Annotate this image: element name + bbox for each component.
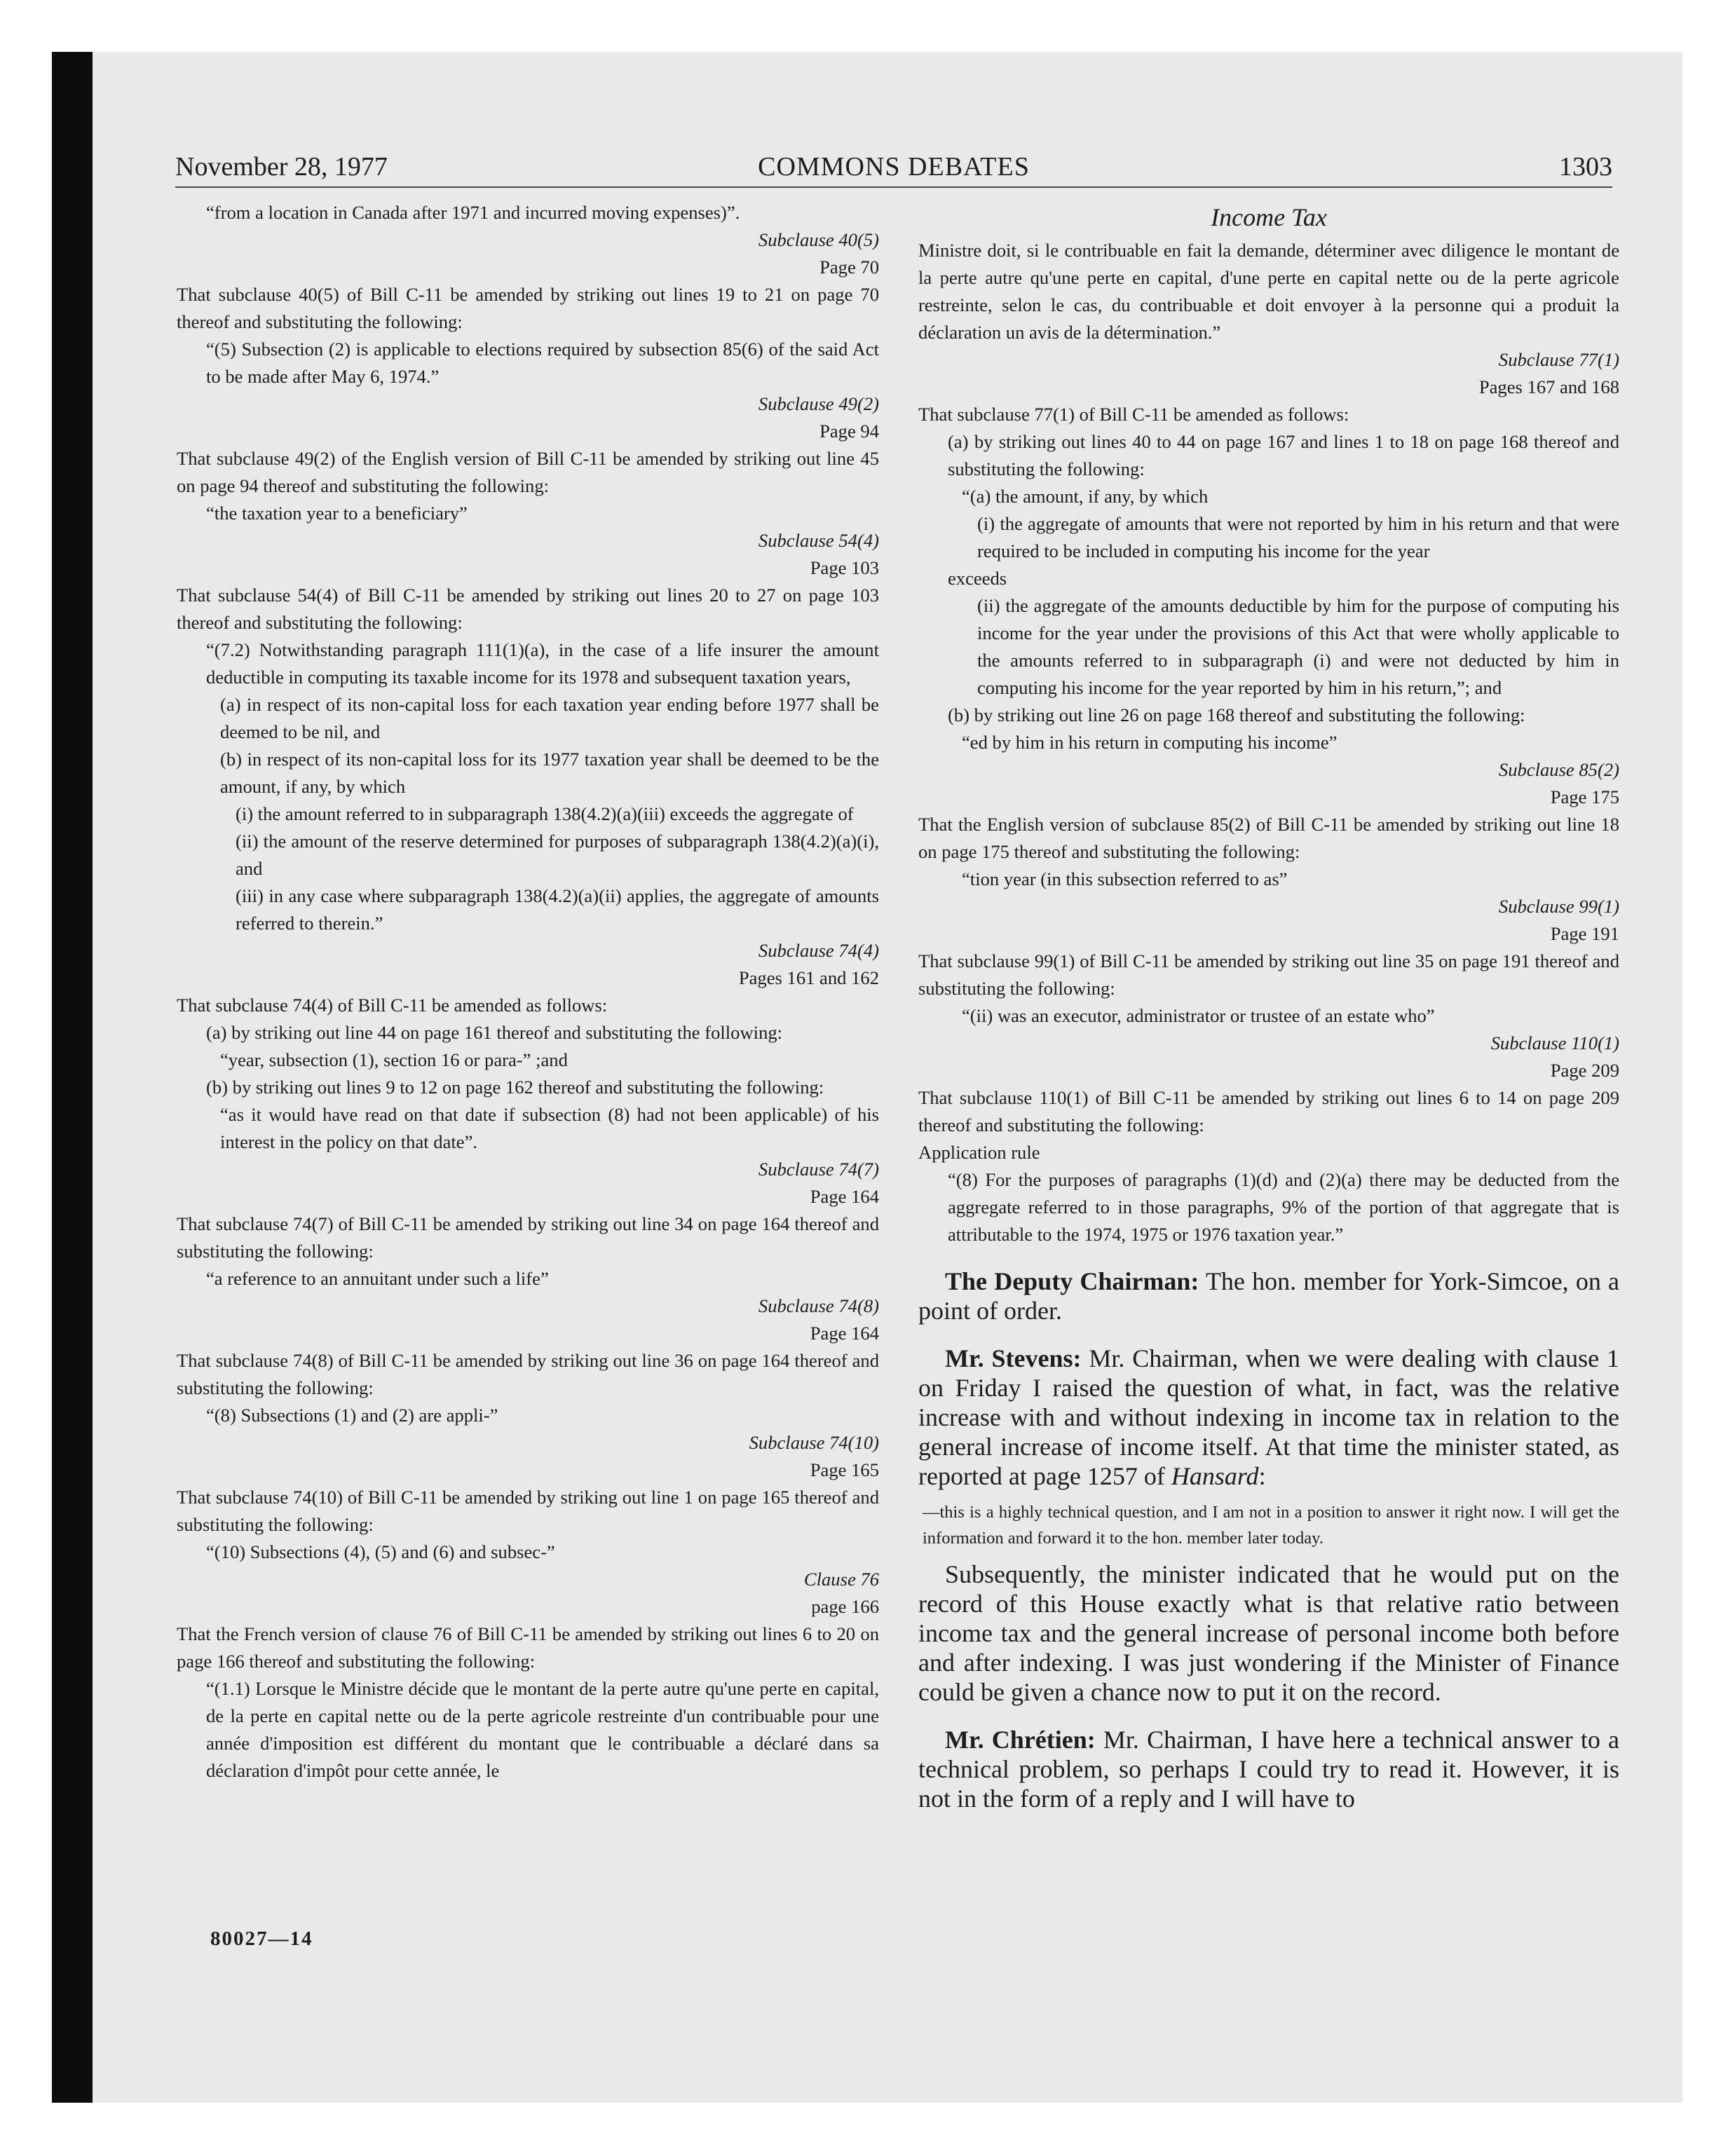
speaker-name: Mr. Stevens: bbox=[945, 1344, 1082, 1372]
paragraph: Ministre doit, si le contribuable en fait la demande, déterminer avec diligence le montant de la perte autre qu'une perte en capital, d'une perte en capital nette ou de la perte agricole restreinte, selon le cas, du contribuable et doit envoyer à la personne qui a produit la déclaration un avis de la détermination.” bbox=[918, 240, 1619, 343]
scanned-page bbox=[52, 52, 1682, 2103]
page-reference: Page 94 bbox=[819, 421, 879, 442]
amendment-subitem: (ii) the aggregate of the amounts deductible by him for the purpose of computing his income for the year under the provisions of this Act that were wholly applicable to the amounts referred to in subparagraph (i) and were not deducted by him in computing his income for the year reported by him in his return,”; and bbox=[977, 595, 1619, 698]
amendment-quote: “year, subsection (1), section 16 or para-” ;and bbox=[220, 1049, 568, 1070]
page-reference: Page 103 bbox=[810, 557, 879, 578]
page-reference: Page 165 bbox=[810, 1459, 879, 1480]
speech-text: The hon. member for York-Simcoe, on a point of order. bbox=[918, 1267, 1619, 1325]
amendment-item: (b) in respect of its non-capital loss for its 1977 taxation year shall be deemed to be the amount, if any, by which bbox=[220, 749, 879, 797]
amendment-text: That subclause 49(2) of the English version of Bill C-11 be amended by striking out line 45 on page 94 thereof and substituting the following: bbox=[177, 448, 879, 496]
page-reference: Page 191 bbox=[1550, 923, 1619, 944]
speech-deputy-chairman bbox=[918, 1267, 1619, 1325]
subclause-heading: Subclause 74(8) bbox=[758, 1295, 879, 1316]
amendment-quote: “(10) Subsections (4), (5) and (6) and subsec-” bbox=[206, 1541, 555, 1562]
amendment-text: That subclause 110(1) of Bill C-11 be amended by striking out lines 6 to 14 on page 209 thereof and substituting the following: bbox=[918, 1087, 1619, 1135]
amendment-quote: “ed by him in his return in computing his income” bbox=[962, 732, 1338, 753]
amendment-subitem: (ii) the amount of the reserve determined for purposes of subparagraph 138(4.2)(a)(i), and bbox=[236, 831, 879, 879]
amendment-quote: “(8) For the purposes of paragraphs (1)(d) and (2)(a) there may be deducted from the aggregate referred to in those paragraphs, 9% of the portion of that aggregate that is attributable to the 1974, 1975 or 1976 taxation year.” bbox=[948, 1169, 1619, 1245]
page-content bbox=[52, 52, 1682, 2103]
speech-text: Mr. Chairman, when we were dealing with clause 1 on Friday I raised the question of what, in fact, was the relative increase with and without indexing in income tax in relation to the general increase of income itself. At that time the minister stated, as reported at page 1257 of bbox=[918, 1344, 1619, 1490]
header-date: November 28, 1977 bbox=[175, 152, 388, 182]
speech-text-end: : bbox=[1258, 1462, 1266, 1490]
amendment-item: (a) in respect of its non-capital loss for each taxation year ending before 1977 shall be deemed to be nil, and bbox=[220, 694, 879, 742]
header-page-number: 1303 bbox=[1559, 152, 1612, 182]
subclause-heading: Subclause 74(7) bbox=[758, 1159, 879, 1180]
amendment-subitem: (i) the aggregate of amounts that were not reported by him in his return and that were required to be included in computing his income for the year bbox=[977, 513, 1619, 561]
page-reference: Page 164 bbox=[810, 1186, 879, 1207]
section-heading: Income Tax bbox=[1211, 203, 1327, 231]
amendment-quote: “tion year (in this subsection referred to as” bbox=[962, 868, 1288, 889]
amendment-item: (a) by striking out lines 40 to 44 on page 167 and lines 1 to 18 on page 168 thereof and substituting the following: bbox=[948, 431, 1619, 479]
page-footer-code: 80027—14 bbox=[210, 1928, 313, 1950]
hansard-quote: —this is a highly technical question, and I am not in a position to answer it right now. I will get the information and forward it to the hon. member later today. bbox=[923, 1503, 1619, 1548]
amendment-quote: “(8) Subsections (1) and (2) are appli-” bbox=[206, 1405, 498, 1426]
amendment-text: That subclause 74(7) of Bill C-11 be amended by striking out line 34 on page 164 thereof and substituting the following: bbox=[177, 1213, 879, 1262]
amendment-quote: “(7.2) Notwithstanding paragraph 111(1)(a), in the case of a life insurer the amount deductible in computing its taxable income for its 1978 and subsequent taxation years, bbox=[206, 639, 879, 688]
subclause-heading: Subclause 74(4) bbox=[758, 940, 879, 961]
header-title: COMMONS DEBATES bbox=[758, 152, 1030, 182]
amendment-subitem: (iii) in any case where subparagraph 138(4.2)(a)(ii) applies, the aggregate of amounts referred to therein.” bbox=[236, 885, 879, 934]
subclause-heading: Subclause 49(2) bbox=[758, 393, 879, 414]
amendment-text: That subclause 77(1) of Bill C-11 be amended as follows: bbox=[918, 404, 1349, 425]
amendment-quote: “(5) Subsection (2) is applicable to elections required by subsection 85(6) of the said Act to be made after May 6, 1974.” bbox=[206, 339, 879, 387]
hansard-reference: Hansard bbox=[1171, 1462, 1259, 1490]
page-reference: Page 175 bbox=[1550, 786, 1619, 807]
right-column bbox=[918, 202, 1619, 1813]
amendment-subitem: (i) the amount referred to in subparagraph 138(4.2)(a)(iii) exceeds the aggregate of bbox=[236, 803, 854, 824]
clause-heading: Clause 76 bbox=[803, 1569, 879, 1590]
speaker-name: Mr. Chrétien: bbox=[945, 1726, 1096, 1754]
amendment-quote: “as it would have read on that date if subsection (8) had not been applicable) of his interest in the policy on that date”. bbox=[220, 1104, 879, 1152]
page-header bbox=[175, 151, 1612, 188]
page-reference: Page 209 bbox=[1550, 1060, 1619, 1081]
amendment-text: That subclause 40(5) of Bill C-11 be amended by striking out lines 19 to 21 on page 70 thereof and substituting the following: bbox=[177, 284, 879, 332]
subclause-heading: Subclause 85(2) bbox=[1498, 759, 1619, 780]
amendment-text: That the French version of clause 76 of Bill C-11 be amended by striking out lines 6 to 20 on page 166 thereof and substituting the following: bbox=[177, 1623, 879, 1672]
amendment-quote: “(ii) was an executor, administrator or trustee of an estate who” bbox=[962, 1005, 1435, 1026]
amendment-quote: “(a) the amount, if any, by which bbox=[962, 486, 1209, 507]
page-reference: Page 164 bbox=[810, 1323, 879, 1344]
page-reference: Page 70 bbox=[819, 257, 879, 278]
subclause-heading: Subclause 99(1) bbox=[1498, 896, 1619, 917]
subclause-heading: Subclause 74(10) bbox=[749, 1432, 879, 1453]
amendment-text: That subclause 74(8) of Bill C-11 be amended by striking out line 36 on page 164 thereof and substituting the following: bbox=[177, 1350, 879, 1398]
amendment-quote: “a reference to an annuitant under such a life” bbox=[206, 1268, 549, 1289]
amendment-item: (b) by striking out line 26 on page 168 thereof and substituting the following: bbox=[948, 704, 1525, 725]
speech-stevens-continued: Subsequently, the minister indicated that he would put on the record of this House exactly what is that relative ratio between income tax and the general increase of personal income both before and after indexing. I was just wondering if the Minister of Finance could be given a chance now to put it on the record. bbox=[918, 1560, 1619, 1706]
amendment-quote: “(1.1) Lorsque le Ministre décide que le montant de la perte autre qu'une perte en capital, de la perte en capital nette ou de la perte agricole restreinte d'un contribuable pour une année d'imposition est différent du montant que le contribuable a déclaré dans sa déclaration d'impôt pour cette année, le bbox=[206, 1678, 879, 1781]
amendment-text: That subclause 99(1) of Bill C-11 be amended by striking out line 35 on page 191 thereof and substituting the following: bbox=[918, 950, 1619, 999]
page-reference: Pages 167 and 168 bbox=[1478, 376, 1619, 397]
speech-stevens bbox=[918, 1344, 1619, 1491]
subclause-heading: Subclause 77(1) bbox=[1498, 349, 1619, 370]
amendment-quote: “the taxation year to a beneficiary” bbox=[206, 503, 468, 524]
speech-chretien bbox=[918, 1725, 1619, 1813]
paragraph: “from a location in Canada after 1971 and incurred moving expenses)”. bbox=[206, 202, 740, 223]
page-reference: Pages 161 and 162 bbox=[738, 967, 879, 988]
amendment-item: (b) by striking out lines 9 to 12 on page 162 thereof and substituting the following: bbox=[206, 1077, 824, 1098]
amendment-text: That subclause 54(4) of Bill C-11 be amended by striking out lines 20 to 27 on page 103 thereof and substituting the following: bbox=[177, 585, 879, 633]
amendment-text: That subclause 74(4) of Bill C-11 be amended as follows: bbox=[177, 995, 608, 1016]
left-column bbox=[177, 199, 879, 1785]
amendment-word: exceeds bbox=[948, 568, 1007, 589]
subclause-heading: Subclause 110(1) bbox=[1490, 1032, 1619, 1053]
amendment-text: That the English version of subclause 85(2) of Bill C-11 be amended by striking out line 18 on page 175 thereof and substituting the following: bbox=[918, 814, 1619, 862]
speaker-name: The Deputy Chairman: bbox=[945, 1267, 1199, 1295]
speech-text: Mr. Chairman, I have here a technical answer to a technical problem, so perhaps I could try to read it. However, it is not in the form of a reply and I will have to bbox=[918, 1726, 1619, 1813]
amendment-text: That subclause 74(10) of Bill C-11 be amended by striking out line 1 on page 165 thereof and substituting the following: bbox=[177, 1487, 879, 1535]
page-reference: page 166 bbox=[811, 1596, 879, 1617]
subclause-heading: Subclause 54(4) bbox=[758, 530, 879, 551]
subclause-heading: Subclause 40(5) bbox=[758, 229, 879, 250]
application-rule-label: Application rule bbox=[918, 1142, 1040, 1163]
amendment-item: (a) by striking out line 44 on page 161 thereof and substituting the following: bbox=[206, 1022, 783, 1043]
